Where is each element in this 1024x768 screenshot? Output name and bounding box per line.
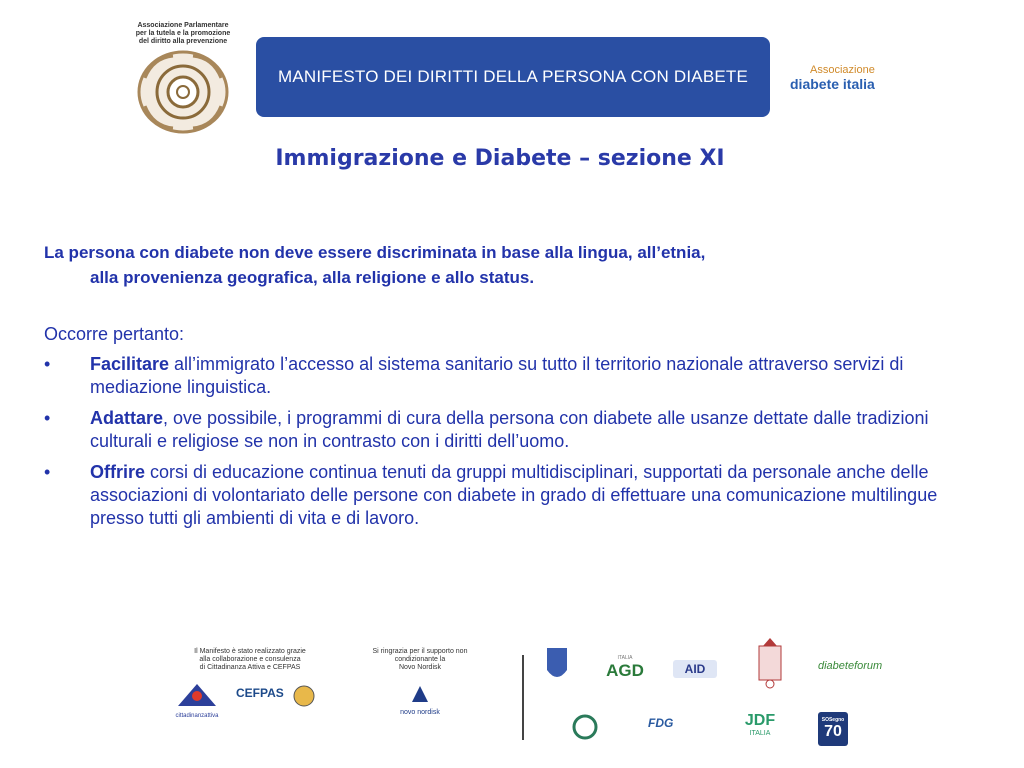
agd-logo: ITALIA AGD: [606, 655, 644, 680]
credit-caption: Il Manifesto è stato realizzato grazie alla collaborazione e consulenza di Cittadinanza Attiva e CEFPAS: [194, 648, 306, 671]
banner-title: MANIFESTO DEI DIRITTI DELLA PERSONA CON DIABETE: [277, 67, 749, 86]
monument-logo: [755, 636, 785, 690]
statement-line-1: La persona con diabete non deve essere discriminata in base alla lingua, all’etnia,: [44, 243, 706, 262]
cefpas-emblem-icon: [290, 684, 318, 708]
aid-logo: AID: [673, 660, 717, 678]
novo-nordisk-logo: novo nordisk: [395, 684, 445, 716]
list-item: • Adattare, ove possibile, i programmi di cura della persona con diabete alle usanze dettate dalle tradizioni culturali e religiose se non in contrasto con i diritti dell’uomo.: [44, 408, 929, 451]
footer-divider: [522, 655, 524, 740]
sos-70-logo: SOSegno 70: [818, 712, 848, 746]
action-list: [44, 353, 964, 538]
sponsor-caption: Si ringrazia per il supporto non condizionante la Novo Nordisk: [372, 648, 468, 671]
list-item: • Facilitare all’immigrato l’accesso al sistema sanitario su tutto il territorio nazionale attraverso servizi di mediazione linguistica.: [44, 354, 904, 397]
section-title: Immigrazione e Diabete – sezione XI: [275, 146, 725, 171]
cittadinanzattiva-logo: cittadinanzattiva: [172, 680, 222, 716]
cefpas-logo: CEFPAS: [236, 686, 284, 700]
intro-text: Occorre pertanto:: [44, 324, 185, 344]
list-item: • Offrire corsi di educazione continua tenuti da gruppi multidisciplinari, supportati da personale anche delle associazioni di volontariato delle persone con diabete in grado di effettuare una comunicazione multilingue presso tutti gli ambienti di vita e di lavoro.: [44, 462, 938, 528]
diabeteforum-logo: diabeteforum: [818, 660, 883, 672]
jdf-italia-logo: JDF ITALIA: [744, 712, 776, 737]
statement-line-2: alla provenienza geografica, alla religione e allo status.: [90, 268, 535, 287]
association-shield-logo: [544, 644, 570, 686]
fdg-logo: FDG: [648, 716, 674, 730]
statement-paragraph: [44, 240, 968, 290]
diabete-italia-logo: Associazione diabete italia: [790, 64, 875, 92]
fdg-circle-logo: [570, 714, 600, 740]
parliamentary-seal-logo: [133, 48, 233, 136]
manifesto-banner: [256, 37, 770, 117]
parliamentary-association-caption: Associazione Parlamentare per la tutela e la promozione del diritto alla prevenzione: [135, 22, 231, 45]
